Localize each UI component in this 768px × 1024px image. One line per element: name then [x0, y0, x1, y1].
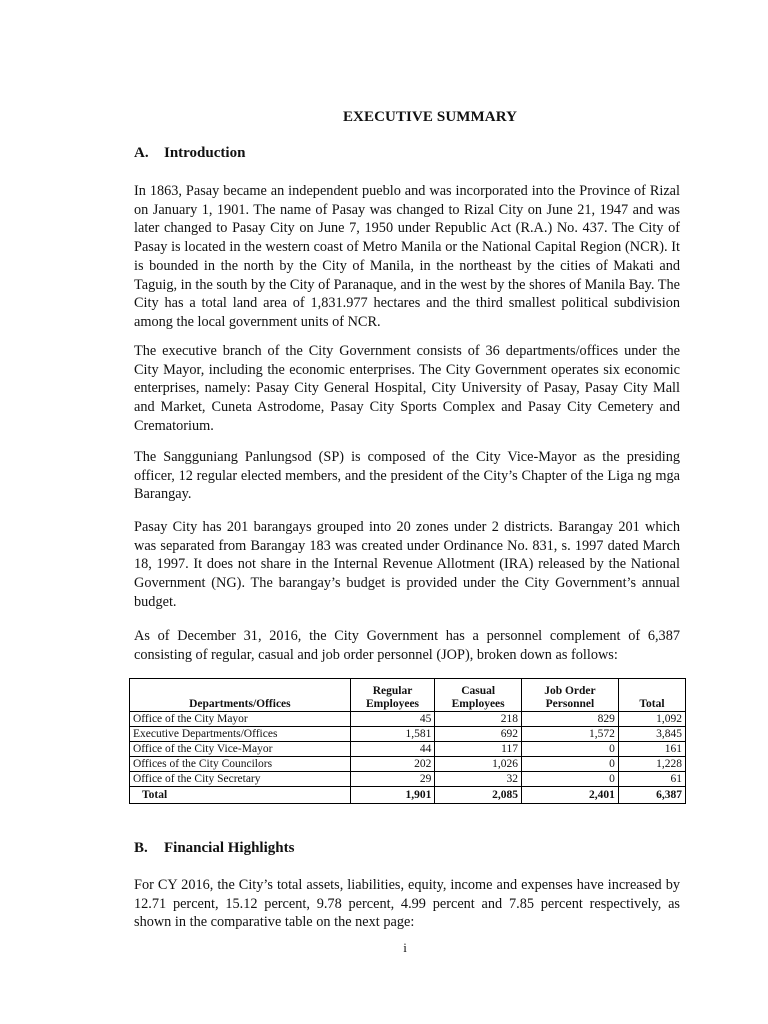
- cell-casual: 218: [435, 712, 522, 727]
- total-job-order: 2,401: [521, 787, 618, 804]
- table-total-row: [130, 787, 686, 804]
- cell-regular: 1,581: [350, 727, 435, 742]
- cell-department: Office of the City Secretary: [130, 772, 351, 787]
- intro-paragraph-3: The Sangguniang Panlungsod (SP) is composed of the City Vice-Mayor as the presiding officer, 12 regular elected members, and the president of the City’s Chapter of the Liga ng mga Barangay.: [134, 449, 680, 503]
- section-a-title: Introduction: [164, 145, 246, 161]
- cell-casual: 1,026: [435, 757, 522, 772]
- table-header-row: [130, 679, 686, 712]
- cell-job-order: 0: [521, 757, 618, 772]
- total-casual: 2,085: [435, 787, 522, 804]
- cell-department: Office of the City Mayor: [130, 712, 351, 727]
- header-casual: Casual Employees: [435, 679, 522, 712]
- table-row: [130, 757, 686, 772]
- cell-casual: 692: [435, 727, 522, 742]
- cell-job-order: 0: [521, 772, 618, 787]
- cell-total: 161: [618, 742, 685, 757]
- cell-job-order: 1,572: [521, 727, 618, 742]
- document-title: EXECUTIVE SUMMARY: [342, 109, 518, 125]
- section-a-number: A.: [134, 145, 149, 161]
- intro-paragraph-1: In 1863, Pasay became an independent pueblo and was incorporated into the Province of Rizal on January 1, 1901. The name of Pasay was changed to Rizal City on June 21, 1947 and was later changed to Pasay City on June 7, 1950 under Republic Act (R.A.) No. 437. The City of Pasay is located in the western coast of Metro Manila or the National Capital Region (NCR). It is bounded in the north by the City of Manila, in the northeast by the cities of Makati and Taguig, in the south by the City of Paranaque, and in the west by the shores of Manila Bay. The City has a total land area of 1,831.977 hectares and the third smallest political subdivision among the local government units of NCR.: [134, 183, 680, 330]
- section-a-heading: [134, 145, 245, 162]
- header-regular: Regular Employees: [350, 679, 435, 712]
- intro-paragraph-4: Pasay City has 201 barangays grouped into 20 zones under 2 districts. Barangay 201 which was separated from Barangay 183 was created under Ordinance No. 831, s. 1997 dated March 18, 1997. It does not share in the Internal Revenue Allotment (IRA) released by the National Government (NG). The barangay’s budget is provided under the City Government’s annual budget.: [134, 519, 680, 610]
- total-total: 6,387: [618, 787, 685, 804]
- table-row: [130, 712, 686, 727]
- header-job-order: Job Order Personnel: [521, 679, 618, 712]
- financial-paragraph-1: For CY 2016, the City’s total assets, liabilities, equity, income and expenses have increased by 12.71 percent, 15.12 percent, 9.78 percent, 4.99 percent and 7.85 percent respectively, as shown in the comparative table on the next page:: [134, 877, 680, 931]
- cell-total: 61: [618, 772, 685, 787]
- cell-total: 1,228: [618, 757, 685, 772]
- cell-job-order: 0: [521, 742, 618, 757]
- cell-regular: 45: [350, 712, 435, 727]
- table-row: [130, 742, 686, 757]
- cell-department: Executive Departments/Offices: [130, 727, 351, 742]
- cell-total: 1,092: [618, 712, 685, 727]
- cell-regular: 44: [350, 742, 435, 757]
- cell-regular: 202: [350, 757, 435, 772]
- cell-casual: 32: [435, 772, 522, 787]
- table-row: [130, 772, 686, 787]
- cell-regular: 29: [350, 772, 435, 787]
- section-b-heading: [134, 840, 294, 857]
- cell-department: Office of the City Vice-Mayor: [130, 742, 351, 757]
- section-b-number: B.: [134, 840, 148, 856]
- cell-job-order: 829: [521, 712, 618, 727]
- header-total: Total: [618, 679, 685, 712]
- intro-paragraph-5: As of December 31, 2016, the City Government has a personnel complement of 6,387 consisting of regular, casual and job order personnel (JOP), broken down as follows:: [134, 628, 680, 663]
- cell-department: Offices of the City Councilors: [130, 757, 351, 772]
- table-row: [130, 727, 686, 742]
- page-number: i: [403, 940, 407, 955]
- total-label: Total: [130, 787, 351, 804]
- header-departments: Departments/Offices: [130, 679, 351, 712]
- intro-paragraph-2: The executive branch of the City Government consists of 36 departments/offices under the City Mayor, including the economic enterprises. The City Government operates six economic enterprises, namely: Pasay City General Hospital, City University of Pasay, Pasay City Mall and Market, Cuneta Astrodome, Pasay City Sports Complex and Pasay City Cemetery and Crematorium.: [134, 343, 680, 434]
- total-regular: 1,901: [350, 787, 435, 804]
- personnel-table: [129, 678, 686, 804]
- section-b-title: Financial Highlights: [164, 840, 295, 856]
- cell-total: 3,845: [618, 727, 685, 742]
- cell-casual: 117: [435, 742, 522, 757]
